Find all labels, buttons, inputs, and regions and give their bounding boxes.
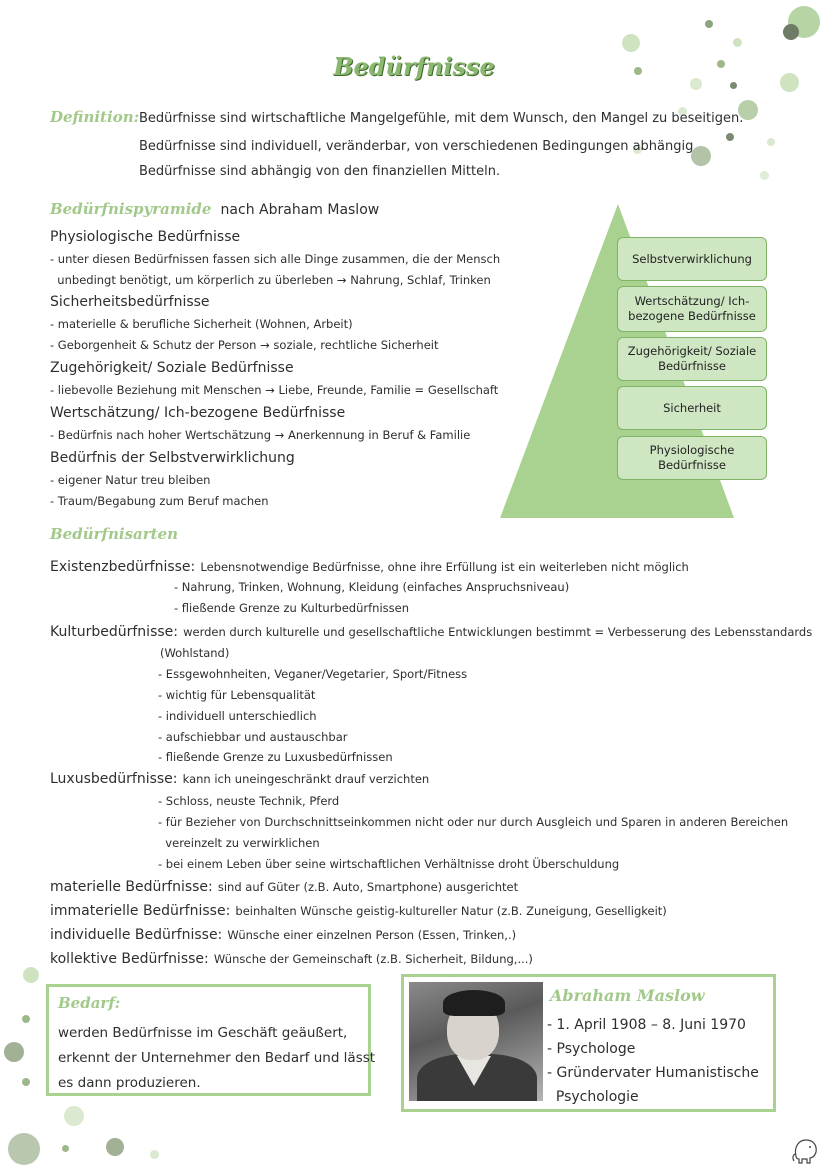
maslow-line: - Psychologe: [547, 1041, 636, 1057]
dot: [622, 34, 640, 52]
dot: [62, 1145, 69, 1152]
arten-term: Luxusbedürfnisse:: [50, 771, 178, 787]
arten-line: [50, 768, 429, 790]
dot: [23, 967, 39, 983]
group-item: - liebevolle Beziehung mit Menschen → Liebe, Freunde, Familie = Gesellschaft: [50, 383, 499, 397]
dot: [767, 138, 775, 146]
arten-heading: Bedürfnisarten: [50, 525, 179, 543]
arten-indent: - für Bezieher von Durchschnittseinkommen nicht oder nur durch Ausgleich und Sparen in anderen Bereichen: [158, 815, 789, 829]
arten-line: [50, 621, 812, 643]
arten-term: Kulturbedürfnisse:: [50, 624, 178, 640]
pyramid-level-physiologisch: Physiologische Bedürfnisse: [617, 436, 767, 480]
arten-indent: - individuell unterschiedlich: [158, 709, 317, 723]
bedarf-line: es dann produzieren.: [58, 1075, 201, 1091]
definition-line: Bedürfnisse sind wirtschaftliche Mangelgefühle, mit dem Wunsch, den Mangel zu beseitigen.: [139, 111, 744, 126]
arten-indent: - bei einem Leben über seine wirtschaftlichen Verhältnisse droht Überschuldung: [158, 857, 620, 871]
dot: [705, 20, 713, 28]
group-item: - Bedürfnis nach hoher Wertschätzung → Anerkennung in Beruf & Familie: [50, 428, 471, 442]
dot: [22, 1078, 30, 1086]
arten-line: [50, 900, 667, 922]
arten-term: materielle Bedürfnisse:: [50, 879, 213, 895]
arten-text: Wünsche einer einzelnen Person (Essen, Trinken,.): [227, 928, 517, 942]
arten-line: [50, 924, 516, 946]
maslow-line: - Gründervater Humanistische: [547, 1065, 759, 1081]
arten-term: individuelle Bedürfnisse:: [50, 927, 223, 943]
arten-indent: - Nahrung, Trinken, Wohnung, Kleidung (einfaches Anspruchsniveau): [174, 580, 570, 594]
arten-term: kollektive Bedürfnisse:: [50, 951, 209, 967]
page-title: Bedürfnisse: [333, 52, 495, 81]
arten-text: kann ich uneingeschränkt drauf verzichten: [182, 772, 430, 786]
arten-text: Lebensnotwendige Bedürfnisse, ohne ihre Erfüllung ist ein weiterleben nicht möglich: [200, 560, 689, 574]
dot: [64, 1106, 84, 1126]
arten-indent: - fließende Grenze zu Kulturbedürfnissen: [174, 601, 410, 615]
arten-indent: - fließende Grenze zu Luxusbedürfnissen: [158, 750, 393, 764]
group-item: - unter diesen Bedürfnissen fassen sich alle Dinge zusammen, die der Mensch: [50, 252, 501, 266]
arten-text: werden durch kulturelle und gesellschaftliche Entwicklungen bestimmt = Verbesserung des Lebensstandards: [183, 625, 813, 639]
dot: [22, 1015, 30, 1023]
pyramid-heading-green: Bedürfnispyramide: [50, 200, 212, 218]
arten-indent: vereinzelt zu verwirklichen: [158, 836, 320, 850]
definition-line: Bedürfnisse sind individuell, veränderbar, von verschiedenen Bedingungen abhängig: [139, 139, 694, 154]
group-item: - eigener Natur treu bleiben: [50, 473, 211, 487]
arten-indent: - wichtig für Lebensqualität: [158, 688, 316, 702]
dot: [4, 1042, 24, 1062]
arten-term: Existenzbedürfnisse:: [50, 559, 196, 575]
dot: [733, 38, 742, 47]
dot: [760, 171, 769, 180]
dot: [150, 1150, 159, 1159]
arten-term: immaterielle Bedürfnisse:: [50, 903, 231, 919]
definition-line: Bedürfnisse sind abhängig von den finanziellen Mitteln.: [139, 164, 501, 179]
arten-text: sind auf Güter (z.B. Auto, Smartphone) ausgerichtet: [217, 880, 519, 894]
pyramid-level-zugehoerigkeit: Zugehörigkeit/ Soziale Bedürfnisse: [617, 337, 767, 381]
bedarf-heading: Bedarf:: [58, 994, 121, 1012]
arten-line: [50, 948, 533, 970]
maslow-heading: Abraham Maslow: [550, 986, 705, 1005]
arten-text: beinhalten Wünsche geistig-kultureller Natur (z.B. Zuneigung, Geselligkeit): [235, 904, 667, 918]
bedarf-line: werden Bedürfnisse im Geschäft geäußert,: [58, 1025, 348, 1041]
group-item: unbedingt benötigt, um körperlich zu überleben → Nahrung, Schlaf, Trinken: [50, 273, 491, 287]
dot: [8, 1133, 40, 1165]
definition-label: Definition:: [50, 108, 140, 126]
maslow-photo: [409, 982, 543, 1101]
group-title: Bedürfnis der Selbstverwirklichung: [50, 450, 295, 466]
elephant-logo-icon: [790, 1134, 820, 1166]
arten-indent: - Essgewohnheiten, Veganer/Vegetarier, Sport/Fitness: [158, 667, 468, 681]
dot: [106, 1138, 124, 1156]
maslow-line: Psychologie: [547, 1089, 639, 1105]
dot: [726, 133, 734, 141]
group-item: - Geborgenheit & Schutz der Person → soziale, rechtliche Sicherheit: [50, 338, 439, 352]
photo-hair: [443, 990, 505, 1016]
group-title: Wertschätzung/ Ich-bezogene Bedürfnisse: [50, 405, 346, 421]
dot: [783, 24, 799, 40]
arten-text: Wünsche der Gemeinschaft (z.B. Sicherheit, Bildung,...): [213, 952, 533, 966]
group-item: - Traum/Begabung zum Beruf machen: [50, 494, 269, 508]
arten-indent: - Schloss, neuste Technik, Pferd: [158, 794, 340, 808]
arten-line: [50, 876, 518, 898]
bedarf-line: erkennt der Unternehmer den Bedarf und lässt: [58, 1050, 376, 1066]
group-title: Sicherheitsbedürfnisse: [50, 294, 210, 310]
group-title: Zugehörigkeit/ Soziale Bedürfnisse: [50, 360, 294, 376]
group-title: Physiologische Bedürfnisse: [50, 229, 241, 245]
pyramid-level-wertschaetzung: Wertschätzung/ Ich-bezogene Bedürfnisse: [617, 286, 767, 332]
pyramid-level-selbstverwirklichung: Selbstverwirklichung: [617, 237, 767, 281]
dot: [691, 146, 711, 166]
arten-line: [50, 556, 689, 578]
group-item: - materielle & berufliche Sicherheit (Wohnen, Arbeit): [50, 317, 353, 331]
pyramid-heading: [50, 199, 379, 221]
dot: [730, 82, 737, 89]
maslow-line: - 1. April 1908 – 8. Juni 1970: [547, 1017, 746, 1033]
pyramid-level-sicherheit: Sicherheit: [617, 386, 767, 430]
arten-indent: - aufschiebbar und austauschbar: [158, 730, 348, 744]
pyramid-heading-rest: nach Abraham Maslow: [220, 202, 380, 218]
arten-indent: (Wohlstand): [160, 646, 230, 660]
